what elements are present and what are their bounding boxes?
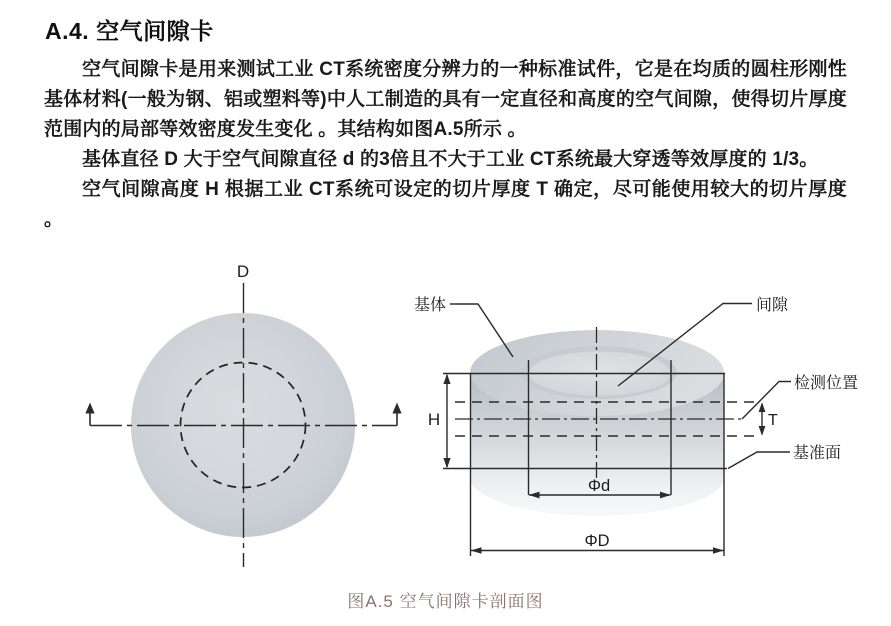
figure-caption xyxy=(0,587,891,612)
height-arrow-top xyxy=(443,374,450,384)
height-arrow-bottom xyxy=(443,458,450,468)
reference-plane-leader-line xyxy=(728,452,790,469)
slice-thickness-arrow-top xyxy=(759,402,766,412)
page-title: A.4. 空气间隙卡 xyxy=(45,18,214,44)
base-diameter-arrow-left xyxy=(471,547,482,554)
gap-diameter-label: Φd xyxy=(587,477,611,495)
reference-plane-label: 基准面 xyxy=(793,445,842,462)
height-label: H xyxy=(427,410,441,429)
figure-a5-diagram xyxy=(0,255,891,573)
base-diameter-label: ΦD xyxy=(584,532,610,550)
section-view-diagram xyxy=(414,296,858,556)
detection-position-label: 检测位置 xyxy=(794,375,859,392)
section-arrow-right xyxy=(392,403,401,414)
figure-a5 xyxy=(0,255,891,573)
top-view-diagram xyxy=(85,262,401,567)
diameter-axis-label: D xyxy=(236,262,250,281)
slice-thickness-arrow-bottom xyxy=(759,426,766,436)
base-body-label: 基体 xyxy=(414,297,447,314)
figure-caption-text: 图A.5 空气间隙卡剖面图 xyxy=(347,592,544,611)
detection-position-leader-line xyxy=(742,382,791,420)
base-diameter-arrow-right xyxy=(713,547,724,554)
paragraph-height-rule: 空气间隙高度 H 根据工业 CT系统可设定的切片厚度 T 确定，尽可能使用较大的切片厚度 。 xyxy=(44,179,847,230)
gap-label: 间隙 xyxy=(756,297,789,314)
paragraph-diameter-rule: 基体直径 D 大于空气间隙直径 d 的3倍且不大于工业 CT系统最大穿透等效厚度的 1/3。 xyxy=(82,149,819,170)
paragraph-intro: 空气间隙卡是用来测试工业 CT系统密度分辨力的一种标准试件，它是在均质的圆柱形刚性基体材料(一般为钢、铝或塑料等)中人工制造的具有一定直径和高度的空气间隙，使得切片厚度范围内的局部等效密度发生变化 。其结构如图A.5所示 。 xyxy=(44,59,847,140)
section-arrow-left xyxy=(85,403,94,414)
slice-thickness-label: T xyxy=(768,412,778,429)
